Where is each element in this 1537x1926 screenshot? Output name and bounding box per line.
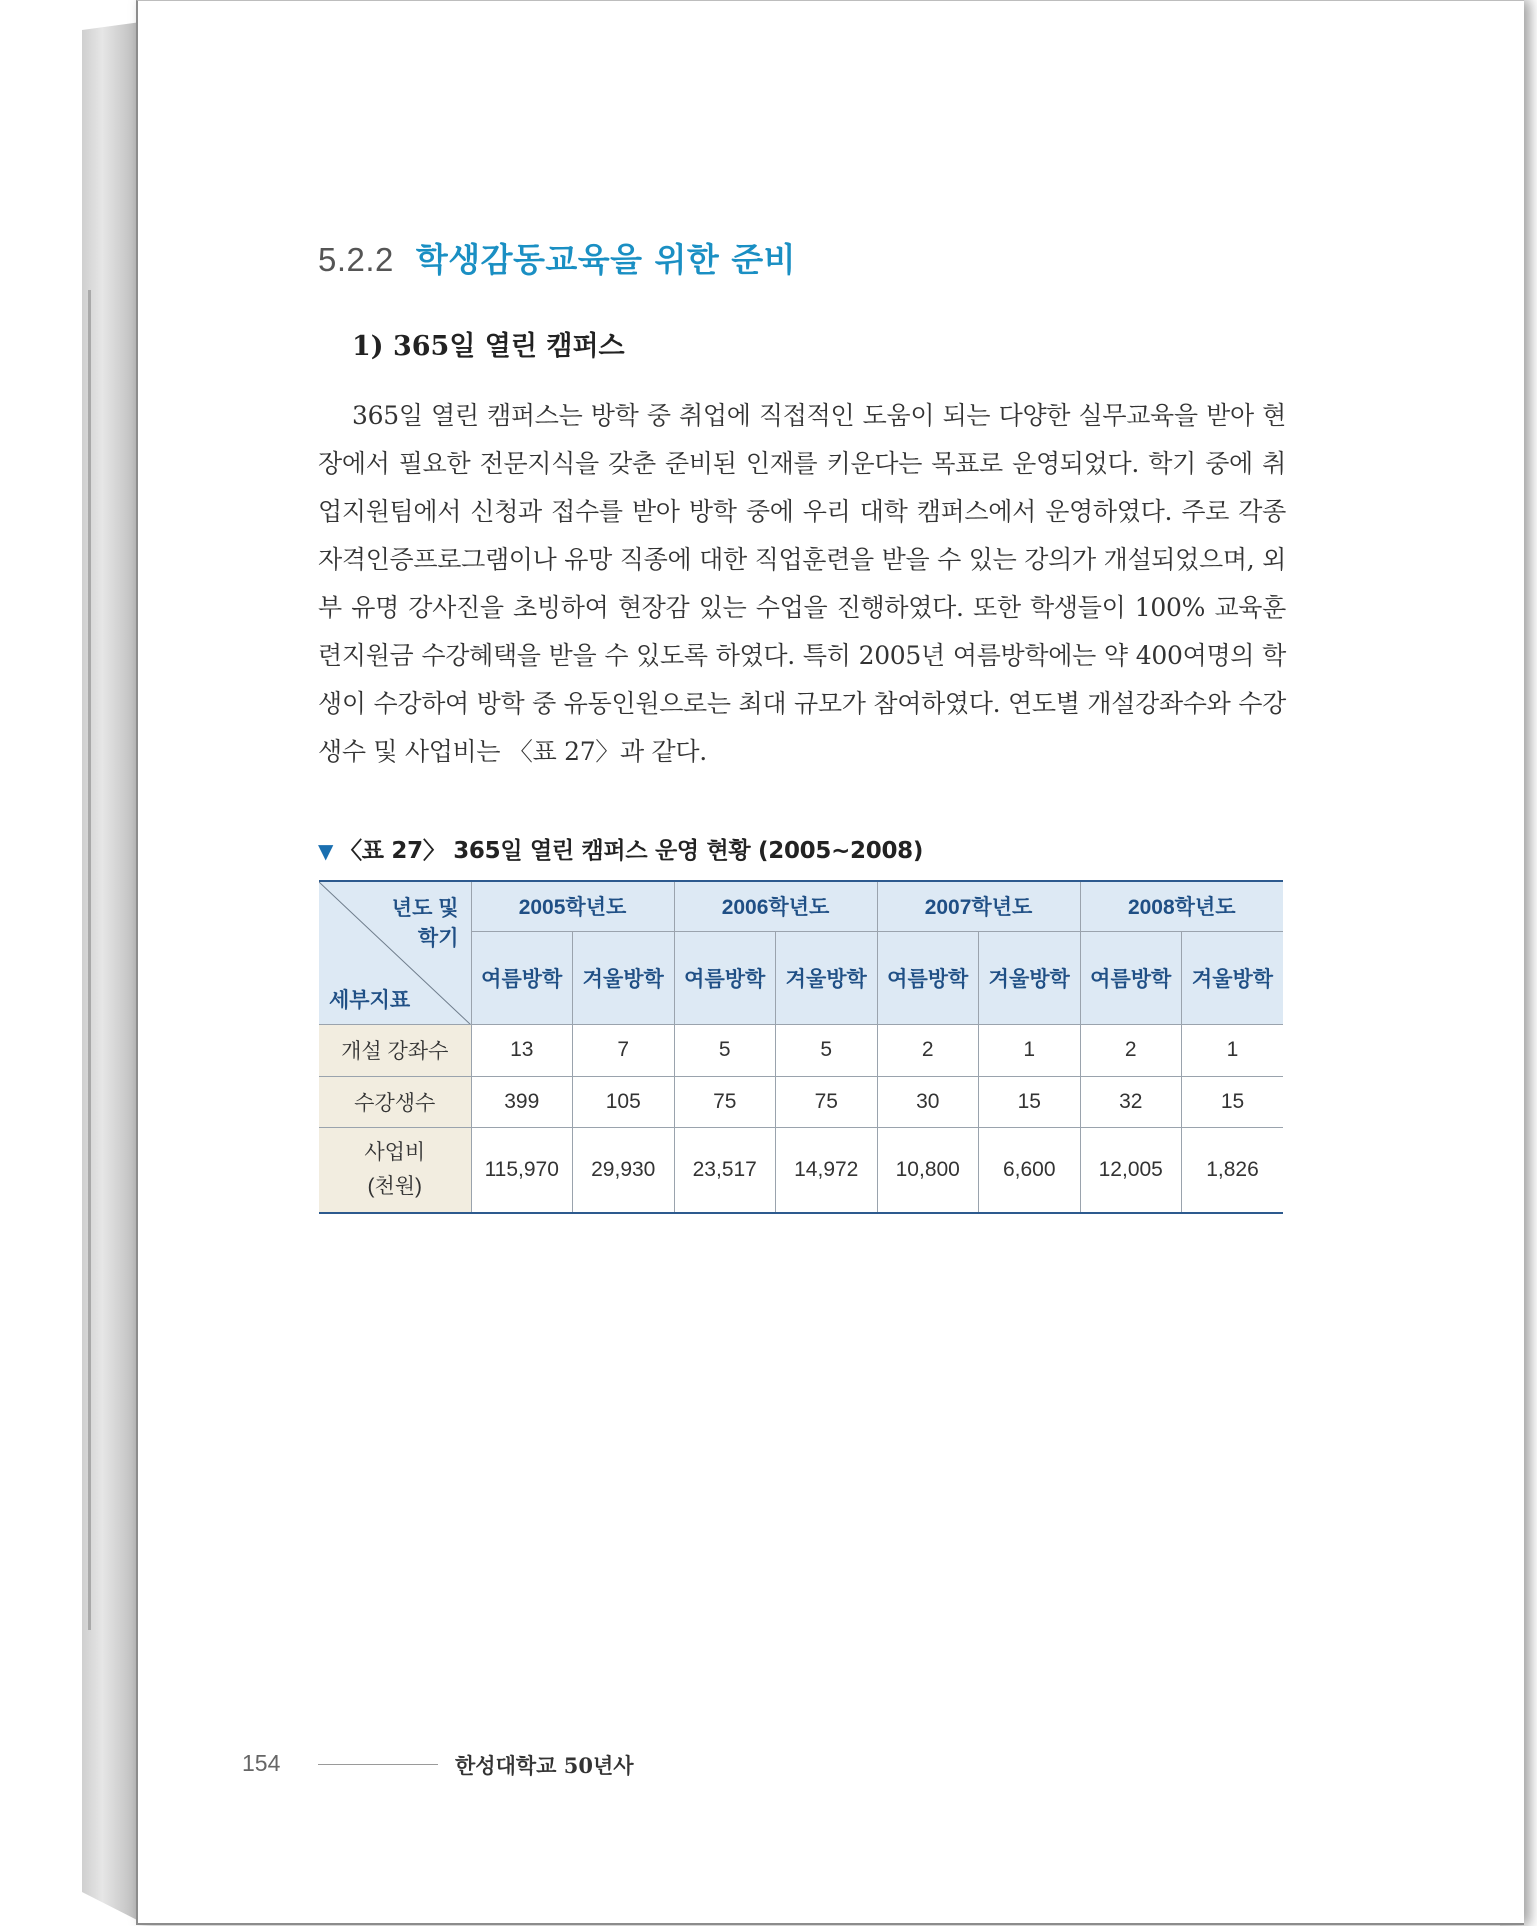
footer-book-title: 한성대학교 50년사 <box>455 1753 634 1778</box>
row-label: 사업비 (천원) <box>319 1127 471 1213</box>
row-label: 개설 강좌수 <box>319 1024 471 1076</box>
term-header: 여름방학 <box>674 931 776 1024</box>
table-cell: 105 <box>573 1076 675 1127</box>
section-title: 학생감동교육을 위한 준비 <box>415 240 797 279</box>
term-header: 여름방학 <box>1080 931 1182 1024</box>
term-header: 겨울방학 <box>776 931 878 1024</box>
term-header: 겨울방학 <box>573 931 675 1024</box>
table-cell: 29,930 <box>573 1127 675 1213</box>
corner-label-term: 년도 및 학기 <box>391 897 459 950</box>
body-paragraph: 365일 열린 캠퍼스는 방학 중 취업에 직접적인 도움이 되는 다양한 실무교육을 받아 현장에서 필요한 전문지식을 갖춘 준비된 인재를 키운다는 목표로 운영되었다. 학기 중에 취업지원팀에서 신청과 접수를 받아 방학 중에 우리 대학 캠퍼스에서 운영하였다. 주로 각종 자격인증프로그램이나 유망 직종에 대한 직업훈련을 받을 수 있는 강의가 개설되었으며, 외부 유명 강사진을 초빙하여 현장감 있는 수업을 진행하였다. 또한 학생들이 100% 교육훈련지원금 수강혜택을 받을 수 있도록 하였다. 특히 2005년 여름방학에는 약 400여명의 학생이 수강하여 방학 중 유동인원으로는 최대 규모가 참여하였다. 연도별 개설강좌수와 수강생수 및 사업비는 〈표 27〉과 같다. <box>318 401 1286 766</box>
table-cell: 2 <box>1080 1024 1182 1076</box>
table-cell: 15 <box>979 1076 1081 1127</box>
section-heading <box>318 234 796 281</box>
table-cell: 7 <box>573 1024 675 1076</box>
row-label: 수강생수 <box>319 1076 471 1127</box>
table-caption-text: 〈표 27〉 365일 열린 캠퍼스 운영 현황 (2005~2008) <box>339 838 924 864</box>
corner-label-indicator: 세부지표 <box>329 988 411 1012</box>
table-row <box>319 1024 1283 1076</box>
table-cell: 2 <box>877 1024 979 1076</box>
year-header: 2008학년도 <box>1080 881 1283 931</box>
footer-divider <box>318 1764 438 1765</box>
term-header: 여름방학 <box>877 931 979 1024</box>
table-cell: 12,005 <box>1080 1127 1182 1213</box>
table-cell: 6,600 <box>979 1127 1081 1213</box>
table-caption <box>318 832 923 865</box>
table-cell: 1 <box>979 1024 1081 1076</box>
table-cell: 30 <box>877 1076 979 1127</box>
book-spine-line <box>88 290 91 1630</box>
table-cell: 1 <box>1182 1024 1284 1076</box>
year-header: 2007학년도 <box>877 881 1080 931</box>
table-row <box>319 1127 1283 1213</box>
year-header: 2006학년도 <box>674 881 877 931</box>
table-cell: 75 <box>674 1076 776 1127</box>
term-header: 겨울방학 <box>1182 931 1284 1024</box>
table-cell: 23,517 <box>674 1127 776 1213</box>
table-cell: 75 <box>776 1076 878 1127</box>
term-header: 겨울방학 <box>979 931 1081 1024</box>
table-cell: 10,800 <box>877 1127 979 1213</box>
table-cell: 399 <box>471 1076 573 1127</box>
table-corner-cell <box>319 881 471 1024</box>
data-table <box>319 880 1283 1214</box>
table-cell: 13 <box>471 1024 573 1076</box>
table-cell: 115,970 <box>471 1127 573 1213</box>
year-header: 2005학년도 <box>471 881 674 931</box>
table-row <box>319 1076 1283 1127</box>
table-cell: 32 <box>1080 1076 1182 1127</box>
term-header: 여름방학 <box>471 931 573 1024</box>
table-cell: 15 <box>1182 1076 1284 1127</box>
triangle-down-icon: ▼ <box>318 839 334 863</box>
page-number: 154 <box>242 1750 281 1776</box>
table-cell: 5 <box>674 1024 776 1076</box>
section-number: 5.2.2 <box>318 241 394 278</box>
subsection-title: 1) 365일 열린 캠퍼스 <box>352 331 625 362</box>
table-cell: 1,826 <box>1182 1127 1284 1213</box>
table-cell: 14,972 <box>776 1127 878 1213</box>
table-cell: 5 <box>776 1024 878 1076</box>
